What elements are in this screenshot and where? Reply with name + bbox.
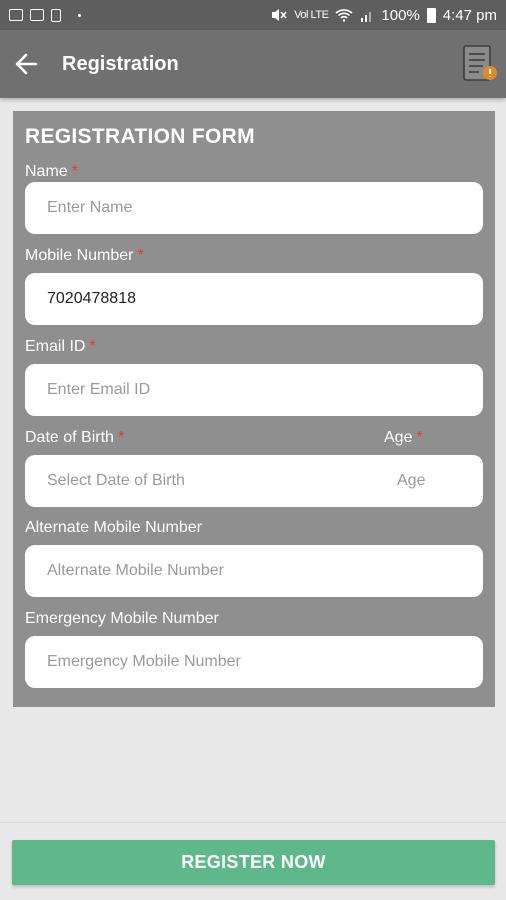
status-left: [9, 9, 81, 22]
required-marker: *: [117, 429, 125, 446]
alternate-mobile-input[interactable]: [25, 545, 483, 597]
dob-label: [25, 429, 124, 447]
sim-icon: [51, 9, 61, 22]
mobile-label: [25, 247, 144, 265]
required-marker: *: [89, 338, 96, 355]
mute-icon: [271, 8, 287, 22]
dob-age-row: [25, 455, 483, 507]
alternate-mobile-label: [25, 519, 202, 537]
register-now-button[interactable]: REGISTER NOW: [12, 840, 495, 885]
name-input[interactable]: [25, 182, 483, 234]
age-label-text: Age: [384, 429, 413, 446]
bottom-divider: [0, 822, 506, 823]
status-bar: [0, 0, 506, 30]
network-label: Vol LTE: [294, 9, 329, 21]
email-label-text: Email ID: [25, 338, 86, 355]
age-label: [384, 429, 423, 447]
app-bar: [0, 30, 506, 98]
alternate-mobile-label-text: Alternate Mobile Number: [25, 519, 202, 536]
back-button[interactable]: [0, 30, 52, 98]
required-marker: *: [416, 429, 423, 446]
arrow-left-icon: [14, 53, 38, 75]
name-label: [25, 163, 78, 181]
form-title: REGISTRATION FORM: [25, 125, 255, 148]
battery-percent: 100%: [381, 6, 420, 24]
email-input[interactable]: [25, 364, 483, 416]
battery-icon: [427, 8, 436, 23]
emergency-mobile-label: [25, 610, 219, 628]
registration-form-panel: [13, 111, 495, 707]
wifi-icon: [335, 8, 353, 22]
name-label-text: Name: [25, 163, 68, 180]
document-button[interactable]: [460, 42, 500, 86]
date-of-birth-input[interactable]: [25, 455, 373, 507]
emergency-mobile-label-text: Emergency Mobile Number: [25, 610, 219, 627]
required-marker: *: [137, 247, 144, 264]
clock: 4:47 pm: [442, 6, 497, 24]
document-icon: [461, 44, 499, 84]
page-title: Registration: [62, 52, 179, 75]
signal-icon: [360, 8, 374, 22]
age-input[interactable]: [373, 455, 483, 507]
emergency-mobile-input[interactable]: [25, 636, 483, 688]
status-right: [271, 7, 497, 24]
gallery-icon: [30, 9, 44, 21]
email-label: [25, 338, 96, 356]
mobile-label-text: Mobile Number: [25, 247, 134, 264]
dob-label-text: Date of Birth: [25, 429, 114, 446]
notification-dot-icon: [78, 14, 81, 17]
required-marker: *: [71, 163, 78, 180]
mobile-number-input[interactable]: [25, 273, 483, 325]
image-icon: [9, 9, 23, 21]
